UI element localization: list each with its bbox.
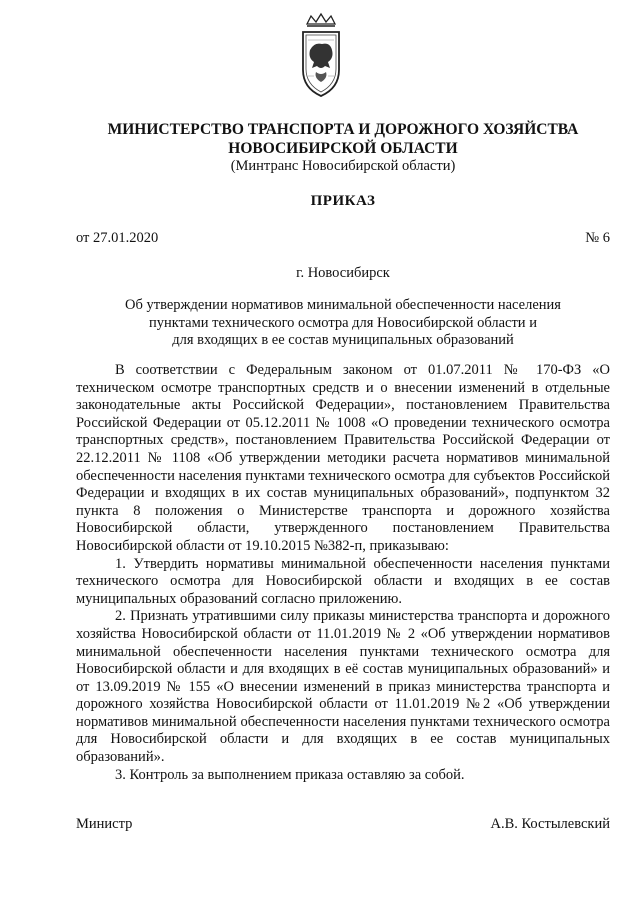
signature-block [76, 815, 610, 833]
document-type-title: ПРИКАЗ [310, 193, 376, 209]
date-number-line [76, 229, 610, 247]
order-item-1: 1. Утвердить нормативы минимальной обеспеченности населения пунктами технического осмотра для Новосибирской области и входящих в ее состав муниципальных образований согласно приложению. [76, 555, 610, 607]
preamble-paragraph: В соответствии с Федеральным законом от 01.07.2011 № 170-ФЗ «О техническом осмотре транспортных средств и о внесении изменений в отдельные законодательные акты Российской Федерации», постановлением Правительства Российской Федерации от 05.12.2011 № 1008 «О проведении технического осмотра транспортных средств», постановлением Правительства Российской Федерации от 22.12.2011 № 1108 «Об утверждении методики расчета нормативов минимальной обеспеченности населения пунктами технического осмотра для субъектов Российской Федерации и входящих в их состав муниципальных образований», подпунктом 32 пункта 8 положения о Министерстве транспорта и дорожного хозяйства Новосибирской области, утвержденного постановлением Правительства Новосибирской области от 19.10.2015 №382-п, приказываю: [76, 362, 610, 554]
signer-name: А.В. Костылевский [490, 816, 610, 832]
order-item-3: 3. Контроль за выполнением приказа оставляю за собой. [115, 766, 465, 783]
coat-of-arms-icon [298, 12, 344, 102]
document-number: № 6 [585, 230, 610, 246]
document-city: г. Новосибирск [296, 265, 390, 281]
document-subject [76, 297, 610, 350]
subject-line: пунктами технического осмотра для Новосибирской области и [149, 314, 537, 331]
signer-position: Министр [76, 816, 133, 832]
ministry-name-line1: МИНИСТЕРСТВО ТРАНСПОРТА И ДОРОЖНОГО ХОЗЯЙСТВА [107, 121, 579, 138]
ministry-short-name: (Минтранс Новосибирской области) [230, 158, 456, 174]
document-date: от 27.01.2020 [76, 230, 159, 246]
subject-line: Об утверждении нормативов минимальной обеспеченности населения [125, 297, 561, 313]
ministry-name [76, 120, 610, 158]
order-item-2: 2. Признать утратившими силу приказы министерства транспорта и дорожного хозяйства Новосибирской области от 11.01.2019 № 2 «Об утверждении нормативов минимальной обеспеченности населения пунктами технического осмотра для Новосибирской области и для входящих в её состав муниципальных образований» и от 13.09.2019 № 155 «О внесении изменений в приказ министерства транспорта и дорожного хозяйства Новосибирской области от 11.01.2019 №2 «Об утверждении нормативов минимальной обеспеченности населения пунктами технического осмотра для Новосибирской области и для входящих в ее состав муниципальных образований». [76, 608, 610, 766]
document-body [76, 362, 610, 784]
subject-line: для входящих в ее состав муниципальных образований [172, 332, 514, 348]
ministry-name-line2: НОВОСИБИРСКОЙ ОБЛАСТИ [228, 140, 458, 157]
